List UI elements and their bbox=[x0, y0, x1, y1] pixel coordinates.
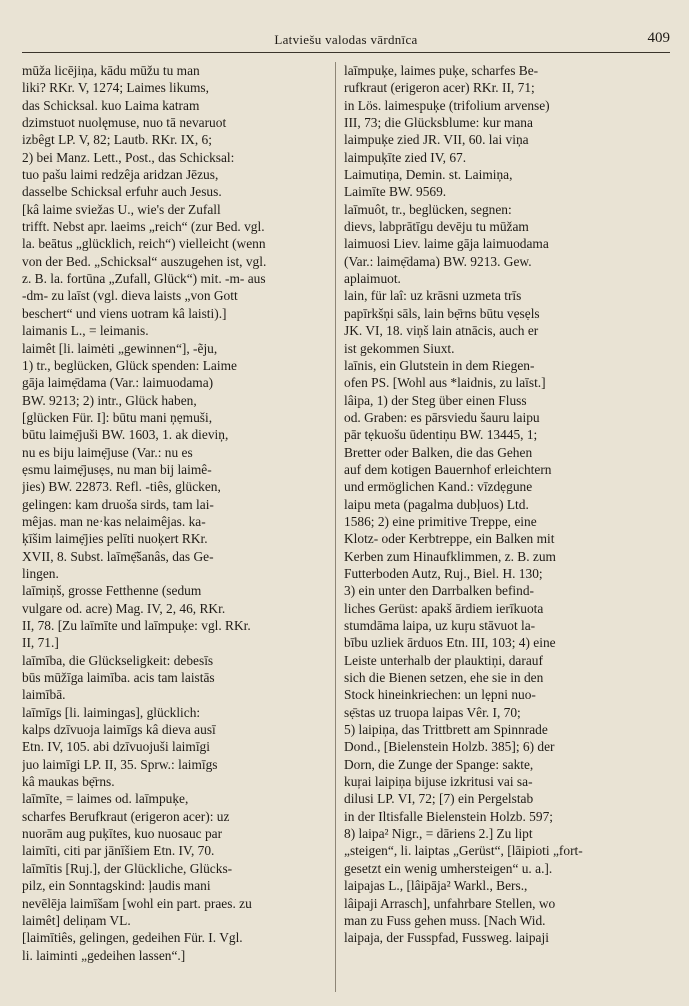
text-line: dasselbe Schicksal erfuhr auch Jesus. bbox=[22, 184, 222, 200]
text-line: 8) laipa² Nigr., = dāriens 2.] Zu lipt bbox=[344, 826, 533, 842]
text-line: kalps dzīvuoja laimīgs kâ dieva ausī bbox=[22, 722, 216, 738]
text-line: od. Graben: es pārsviedu šauru laipu bbox=[344, 409, 540, 425]
text-line: laipajas L., [lâipāja² Warkl., Bers., bbox=[344, 878, 528, 894]
text-line: laimuosi Liev. laime gāja laimuodama bbox=[344, 236, 549, 252]
text-line: ist gekommen Siuxt. bbox=[344, 340, 455, 356]
text-line: JK. VI, 18. viņš lain atnācis, auch er bbox=[344, 323, 539, 339]
text-line: 3) ein unter den Darrbalken befind- bbox=[344, 583, 534, 599]
text-line: Laimutiņa, Demin. st. Laimiņa, bbox=[344, 167, 513, 183]
text-line: laimpuķīte zied IV, 67. bbox=[344, 149, 467, 165]
text-line: laīmīte, = laimes od. laīmpuķe, bbox=[22, 791, 189, 807]
text-line: laimīti, citi par jānīšiem Etn. IV, 70. bbox=[22, 843, 215, 859]
text-line: lâipa, 1) der Steg über einen Fluss bbox=[344, 392, 527, 408]
text-line: Etn. IV, 105. abi dzīvuojuši laimīgi bbox=[22, 739, 210, 755]
text-line: und ermöglichen Kand.: vīzdẹgune bbox=[344, 479, 533, 495]
text-line: izbêgt LP. V, 82; Lautb. RKr. IX, 6; bbox=[22, 132, 212, 148]
text-line: z. B. la. fortūna „Zufall, Glück“) mit. -m- aus bbox=[22, 271, 266, 287]
text-line: papīrkšņi sāls, lain bẹ̄rns būtu vẹsẹls bbox=[344, 305, 540, 321]
text-line: man zu Fuss gehen muss. [Nach Wid. bbox=[344, 912, 546, 928]
text-line: laimêt] deliņam VL. bbox=[22, 912, 131, 928]
text-line: vulgare od. acre) Mag. IV, 2, 46, RKr. bbox=[22, 600, 226, 616]
text-line: Futterboden Autz, Ruj., Biel. H. 130; bbox=[344, 565, 543, 581]
text-line: laimpuķe zied JR. VII, 60. lai viņa bbox=[344, 132, 529, 148]
text-line: kâ maukas bẹ̄rns. bbox=[22, 774, 115, 790]
text-line: von der Bed. „Schicksal“ auszugehen ist, vgl. bbox=[22, 253, 267, 269]
text-line: laimībā. bbox=[22, 687, 66, 703]
text-line: pār tẹkuošu ūdentiņu BW. 13445, 1; bbox=[344, 427, 538, 443]
text-line: 1) tr., beglücken, Glück spenden: Laime bbox=[22, 357, 237, 373]
text-line: BW. 9213; 2) intr., Glück haben, bbox=[22, 392, 197, 408]
text-line: laīmiņš, grosse Fetthenne (sedum bbox=[22, 583, 202, 599]
text-line: dievs, labprātīgu devēju tu mūžam bbox=[344, 219, 529, 235]
text-line: jies) BW. 22873. Refl. -tiês, glücken, bbox=[22, 479, 221, 495]
text-line: tuo pašu laimi redzêja aridzan Jēzus, bbox=[22, 167, 219, 183]
text-line: lain, für laî: uz krāsni uzmeta trīs bbox=[344, 288, 522, 304]
text-line: būs mūžīga laimība. acis tam laistās bbox=[22, 670, 215, 686]
text-line: stumdāma laipa, uz kuŗu stāvuot la- bbox=[344, 618, 536, 633]
text-line: Klotz- oder Kerbtreppe, ein Balken mit bbox=[344, 531, 555, 547]
text-line: la. beātus „glücklich, reich“) vielleicht (wenn bbox=[22, 236, 266, 252]
text-line: II, 78. [Zu laīmīte und laīmpuķe: vgl. RKr. bbox=[22, 618, 251, 633]
text-line: Stock hineinkriechen: un lẹpni nuo- bbox=[344, 687, 536, 703]
text-line: aplaimuot. bbox=[344, 271, 401, 287]
text-line: li. laiminti „gedeihen lassen“.] bbox=[22, 947, 186, 963]
text-line: dilusi LP. VI, 72; [7) ein Pergelstab bbox=[344, 791, 534, 807]
text-line: ķīšim laimẹ̄jies pelīti nuoķert RKr. bbox=[22, 531, 208, 547]
text-line: kuŗai laipiņa bijuse izkritusi vai sa- bbox=[344, 774, 533, 790]
text-line: laīnis, ein Glutstein in dem Riegen- bbox=[344, 357, 535, 373]
text-line: ẹsmu laimẹ̄jusẹs, nu man bij laimê- bbox=[22, 461, 212, 477]
text-line: nuorām aug puķītes, kuo nuosauc par bbox=[22, 826, 223, 842]
text-line: 2) bei Manz. Lett., Post., das Schicksal: bbox=[22, 149, 235, 165]
text-line: laīmpuķe, laimes puķe, scharfes Be- bbox=[344, 63, 539, 78]
text-line: laīmuôt, tr., beglücken, segnen: bbox=[344, 201, 512, 217]
text-line: laimêt [li. laimėti „gewinnen“], -ẽju, bbox=[22, 340, 218, 356]
text-line: Dond., [Bielenstein Holzb. 385]; 6) der bbox=[344, 739, 555, 755]
text-line: Bretter oder Balken, die das Gehen bbox=[344, 444, 533, 460]
text-line: scharfes Berufkraut (erigeron acer): uz bbox=[22, 808, 230, 824]
text-line: būtu laimẹ̄juši BW. 1603, 1. ak dieviņ, bbox=[22, 427, 229, 443]
running-head: Latviešu valodas vārdnīca bbox=[274, 32, 418, 47]
text-line: II, 71.] bbox=[22, 635, 59, 651]
text-line: [glücken Für. I]: būtu mani ņẹmuši, bbox=[22, 409, 213, 425]
text-line: dzimstuot nuolęmuse, nuo tā nevaruot bbox=[22, 115, 227, 131]
text-line: „steigen“, li. laiptas „Gerüst“, [lāipioti „fort- bbox=[344, 843, 583, 859]
text-line: Laimīte BW. 9569. bbox=[344, 184, 447, 200]
text-line: nevēlēja laimīšam [wohl ein part. praes. zu bbox=[22, 895, 252, 911]
text-line: XVII, 8. Subst. laīmẹ̄šanâs, das Ge- bbox=[22, 548, 214, 564]
text-line: [laimītiês, gelingen, gedeihen Für. I. Vgl. bbox=[22, 930, 243, 946]
text-line: liches Gerüst: apakš ārdiem ierīkuota bbox=[344, 600, 544, 616]
text-line: laīmītis [Ruj.], der Glückliche, Glücks- bbox=[22, 860, 233, 876]
text-line: laipu meta (pagalma dubļuos) Ltd. bbox=[344, 496, 529, 512]
text-line: ofen PS. [Wohl aus *laidnis, zu laīst.] bbox=[344, 375, 546, 391]
text-line: [kâ laime sviežas U., wie's der Zufall bbox=[22, 201, 221, 217]
text-line: gāja laimẹ̄dama (Var.: laimuodama) bbox=[22, 375, 214, 391]
text-line: laimanis L., = leimanis. bbox=[22, 323, 149, 339]
text-line: III, 73; die Glücksblume: kur mana bbox=[344, 115, 533, 131]
text-line: laipaja, der Fusspfad, Fussweg. laipaji bbox=[344, 930, 549, 946]
text-line: liki? RKr. V, 1274; Laimes likums, bbox=[22, 80, 209, 96]
text-line: in der Iltisfalle Bielenstein Holzb. 597; bbox=[344, 808, 553, 824]
text-line: gesetzt ein wenig umhersteigen“ u. a.]. bbox=[344, 860, 553, 876]
text-line: laīmīgs [li. laimingas], glücklich: bbox=[22, 704, 201, 720]
text-line: mêjas. man ne·kas nelaimêjas. ka- bbox=[22, 513, 206, 529]
text-line: mūža licējiņa, kādu mūžu tu man bbox=[22, 63, 200, 78]
text-line: rufkraut (erigeron acer) RKr. II, 71; bbox=[344, 80, 535, 96]
text-line: in Lös. laimespuķe (trifolium arvense) bbox=[344, 97, 550, 113]
text-line: juo laimīgi LP. II, 35. Sprw.: laimīgs bbox=[22, 756, 218, 772]
text-line: (Var.: laimẹ̄dama) BW. 9213. Gew. bbox=[344, 253, 532, 269]
text-line: das Schicksal. kuo Laima katram bbox=[22, 97, 200, 113]
text-line: trifft. Nebst apr. laeims „reich“ (zur Bed. vgl. bbox=[22, 219, 265, 235]
text-line: -dm- zu laīst (vgl. dieva laists „von Gott bbox=[22, 288, 238, 304]
text-line: lâipaji Arrasch], unfahrbare Stellen, wo bbox=[344, 895, 556, 911]
text-line: Leiste unterhalb der plauktiņi, darauf bbox=[344, 652, 543, 668]
text-line: beschert“ und viens uotram kâ laisti).] bbox=[22, 305, 227, 321]
text-line: sẹ̄stas uz truopa laipas Vêr. I, 70; bbox=[344, 704, 521, 720]
page-header bbox=[22, 22, 670, 50]
text-line: nu es biju laimẹ̄juse (Var.: nu es bbox=[22, 444, 193, 460]
right-column bbox=[344, 62, 659, 992]
text-line: 1586; 2) eine primitive Treppe, eine bbox=[344, 513, 537, 529]
header-rule bbox=[22, 52, 670, 53]
text-line: pilz, ein Sonntagskind: ļaudis mani bbox=[22, 878, 211, 894]
column-divider bbox=[335, 62, 336, 992]
page-number: 409 bbox=[647, 30, 670, 46]
text-line: lingen. bbox=[22, 565, 59, 581]
text-line: sich die Bienen setzen, ehe sie in den bbox=[344, 670, 544, 686]
text-line: Kerben zum Hinaufklimmen, z. B. zum bbox=[344, 548, 556, 564]
left-column bbox=[22, 62, 337, 992]
text-line: auf dem kotigen Bauernhof erleichtern bbox=[344, 461, 552, 477]
text-line: bību uzliek ārduos Etn. III, 103; 4) eine bbox=[344, 635, 556, 651]
text-line: laīmība, die Glückseligkeit: debesīs bbox=[22, 652, 214, 668]
text-line: 5) laipiņa, das Trittbrett am Spinnrade bbox=[344, 722, 548, 738]
text-line: Dorn, die Zunge der Spange: sakte, bbox=[344, 756, 534, 772]
text-line: gelingen: kam druoša sirds, tam lai- bbox=[22, 496, 214, 512]
